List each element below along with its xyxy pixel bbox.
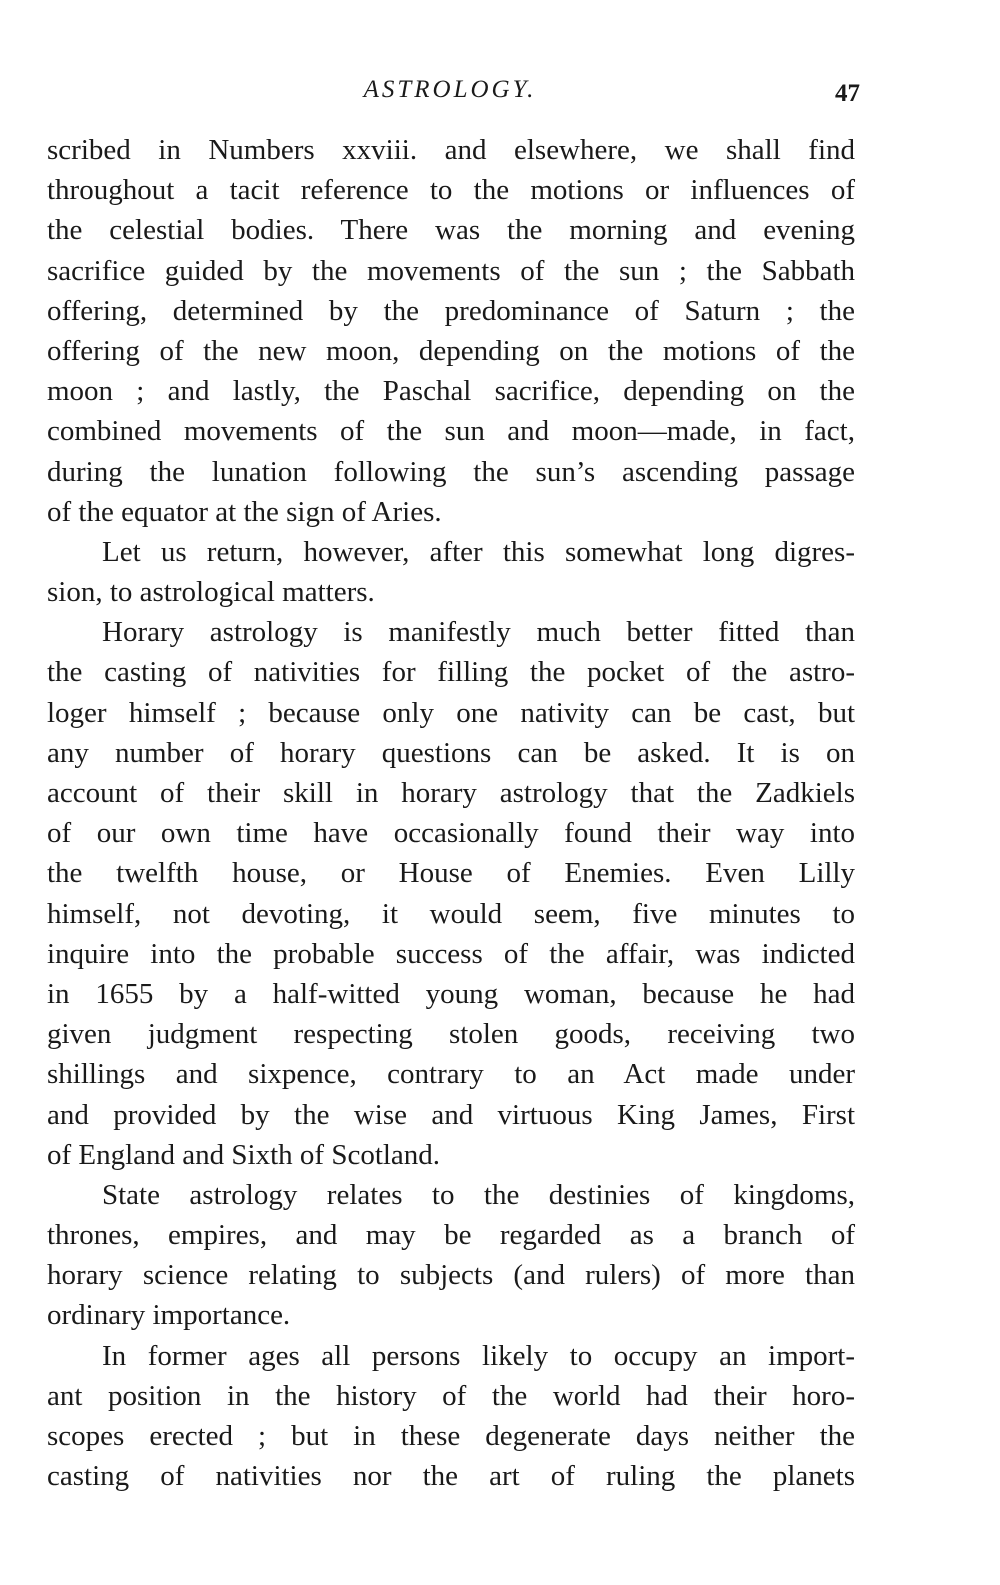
text-line: sacrifice guided by the movements of the sun ; the Sabbath (47, 254, 855, 287)
text-line: any number of horary questions can be asked. It is on (47, 736, 855, 769)
running-head (0, 76, 1000, 106)
text-line: throughout a tacit reference to the motions or influences of (47, 174, 855, 207)
text-line: in 1655 by a half-witted young woman, because he had (47, 977, 855, 1010)
text-line: of England and Sixth of Scotland. (47, 1138, 441, 1171)
text-line: Horary astrology is manifestly much better fitted than (102, 616, 855, 649)
paragraph (47, 1336, 855, 1497)
text-line: combined movements of the sun and moon—made, in fact, (47, 415, 855, 448)
text-line: shillings and sixpence, contrary to an Act made under (47, 1058, 855, 1091)
text-line: moon ; and lastly, the Paschal sacrifice, depending on the (47, 375, 855, 408)
text-line: Let us return, however, after this somewhat long digres- (102, 535, 855, 568)
text-line: sion, to astrological matters. (47, 576, 375, 609)
text-line: State astrology relates to the destinies of kingdoms, (102, 1178, 855, 1211)
paragraph (47, 532, 855, 612)
paragraph (47, 1175, 855, 1336)
text-line: of our own time have occasionally found their way into (47, 817, 855, 850)
text-line: himself, not devoting, it would seem, five minutes to (47, 897, 855, 930)
text-line: inquire into the probable success of the affair, was indicted (47, 937, 855, 970)
body-text (47, 130, 855, 1496)
text-line: ordinary importance. (47, 1299, 291, 1332)
text-line: loger himself ; because only one nativity can be cast, but (47, 696, 855, 729)
text-line: offering of the new moon, depending on the motions of the (47, 334, 855, 367)
text-line: ant position in the history of the world had their horo- (47, 1379, 855, 1412)
text-line: offering, determined by the predominance of Saturn ; the (47, 294, 855, 327)
text-line: the celestial bodies. There was the morning and evening (47, 214, 855, 247)
paragraph (47, 612, 855, 1175)
text-line: of the equator at the sign of Aries. (47, 495, 442, 528)
text-line: and provided by the wise and virtuous King James, First (47, 1098, 855, 1131)
text-line: thrones, empires, and may be regarded as a branch of (47, 1219, 855, 1252)
text-line: the twelfth house, or House of Enemies. Even Lilly (47, 857, 855, 890)
running-title: ASTROLOGY. (363, 76, 537, 103)
text-line: given judgment respecting stolen goods, receiving two (47, 1018, 855, 1051)
page-number: 47 (835, 80, 860, 107)
text-line: scopes erected ; but in these degenerate days neither the (47, 1420, 855, 1452)
text-line: the casting of nativities for filling the pocket of the astro- (47, 656, 855, 689)
text-line: In former ages all persons likely to occupy an import- (102, 1339, 855, 1372)
text-line: during the lunation following the sun’s ascending passage (47, 455, 855, 488)
paragraph (47, 130, 855, 532)
text-line: horary science relating to subjects (and rulers) of more than (47, 1259, 855, 1292)
text-line: account of their skill in horary astrology that the Zadkiels (47, 777, 855, 809)
text-line: scribed in Numbers xxviii. and elsewhere, we shall find (47, 134, 855, 166)
text-line: casting of nativities nor the art of ruling the planets (47, 1460, 855, 1493)
